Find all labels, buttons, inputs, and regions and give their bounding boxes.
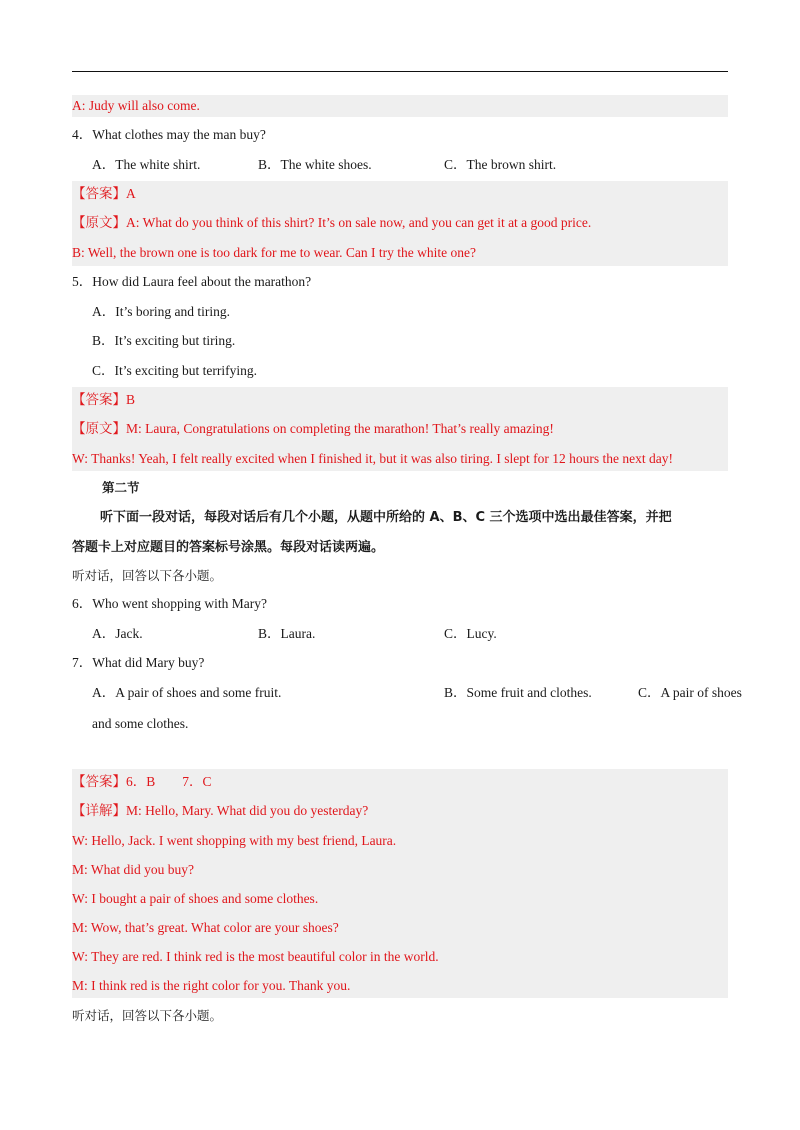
q4-script-line-2: B: Well, the brown one is too dark for me to wear. Can I try the white one? xyxy=(72,245,476,260)
section-2-heading: 第二节 xyxy=(102,480,140,495)
q6-option-c: C．Lucy. xyxy=(444,626,497,641)
q6-7-detail-text-1: M: Hello, Mary. What did you do yesterday? xyxy=(126,803,369,818)
q4-script-label: 【原文】 xyxy=(72,215,126,230)
q5-script-text-1: M: Laura, Congratulations on completing the marathon! That’s really amazing! xyxy=(126,421,554,436)
q7-option-c: C．A pair of shoes xyxy=(638,685,742,700)
q6-7-detail-line-7: M: I think red is the right color for you. Thank you. xyxy=(72,978,351,993)
question-5: 5．How did Laura feel about the marathon? xyxy=(72,274,312,289)
section-2-instruction-1: 听下面一段对话，每段对话后有几个小题，从题中所给的 A、B、C 三个选项中选出最佳答案，并把 xyxy=(100,510,672,525)
question-6-options xyxy=(72,623,728,645)
q4-option-c: C．The brown shirt. xyxy=(444,157,557,172)
listen-instruction: 听对话，回答以下各小题。 xyxy=(72,568,223,583)
q6-7-detail-line-6: W: They are red. I think red is the most beautiful color in the world. xyxy=(72,949,439,964)
q6-7-detail-line-4: W: I bought a pair of shoes and some clothes. xyxy=(72,891,319,906)
q6-7-detail-line-2: W: Hello, Jack. I went shopping with my best friend, Laura. xyxy=(72,833,397,848)
q6-7-detail-label: 【详解】 xyxy=(72,803,126,818)
q5-option-c: C．It’s exciting but terrifying. xyxy=(92,363,257,378)
q6-option-b: B．Laura. xyxy=(258,626,316,641)
q5-option-b: B．It’s exciting but tiring. xyxy=(92,333,236,348)
q6-7-detail-line-3: M: What did you buy? xyxy=(72,862,194,877)
q7-option-c-continued: and some clothes. xyxy=(92,716,189,731)
question-4-options xyxy=(72,154,728,176)
q6-7-answer: 【答案】6．B 7．C xyxy=(72,774,212,789)
q6-7-detail-line-5: M: Wow, that’s great. What color are your shoes? xyxy=(72,920,339,935)
q4-option-b: B．The white shoes. xyxy=(258,157,372,172)
question-6: 6．Who went shopping with Mary? xyxy=(72,596,267,611)
prev-dialog-line: A: Judy will also come. xyxy=(72,95,728,117)
header-rule xyxy=(72,71,728,72)
q5-script-line-1 xyxy=(72,418,728,440)
q4-option-a: A．The white shirt. xyxy=(92,157,201,172)
q4-answer: 【答案】A xyxy=(72,186,136,201)
q7-option-a: A．A pair of shoes and some fruit. xyxy=(92,685,282,700)
q5-script-line-2: W: Thanks! Yeah, I felt really excited when I finished it, but it was also tiring. I slept for 12 hours the next day! xyxy=(72,451,673,466)
q5-script-label: 【原文】 xyxy=(72,421,126,436)
q4-script-line-1 xyxy=(72,212,728,234)
listen-instruction-2: 听对话，回答以下各小题。 xyxy=(72,1008,223,1023)
question-7-options xyxy=(72,682,742,704)
question-7: 7．What did Mary buy? xyxy=(72,655,205,670)
question-4: 4．What clothes may the man buy? xyxy=(72,127,266,142)
q6-option-a: A．Jack. xyxy=(92,626,143,641)
section-2-instruction-2: 答题卡上对应题目的答案标号涂黑。每段对话读两遍。 xyxy=(72,540,385,555)
q7-option-b: B．Some fruit and clothes. xyxy=(444,685,592,700)
q5-answer: 【答案】B xyxy=(72,392,136,407)
q6-7-detail-line-1 xyxy=(72,800,728,822)
q5-option-a: A．It’s boring and tiring. xyxy=(92,304,230,319)
q4-script-text-1: A: What do you think of this shirt? It’s on sale now, and you can get it at a good price. xyxy=(126,215,592,230)
